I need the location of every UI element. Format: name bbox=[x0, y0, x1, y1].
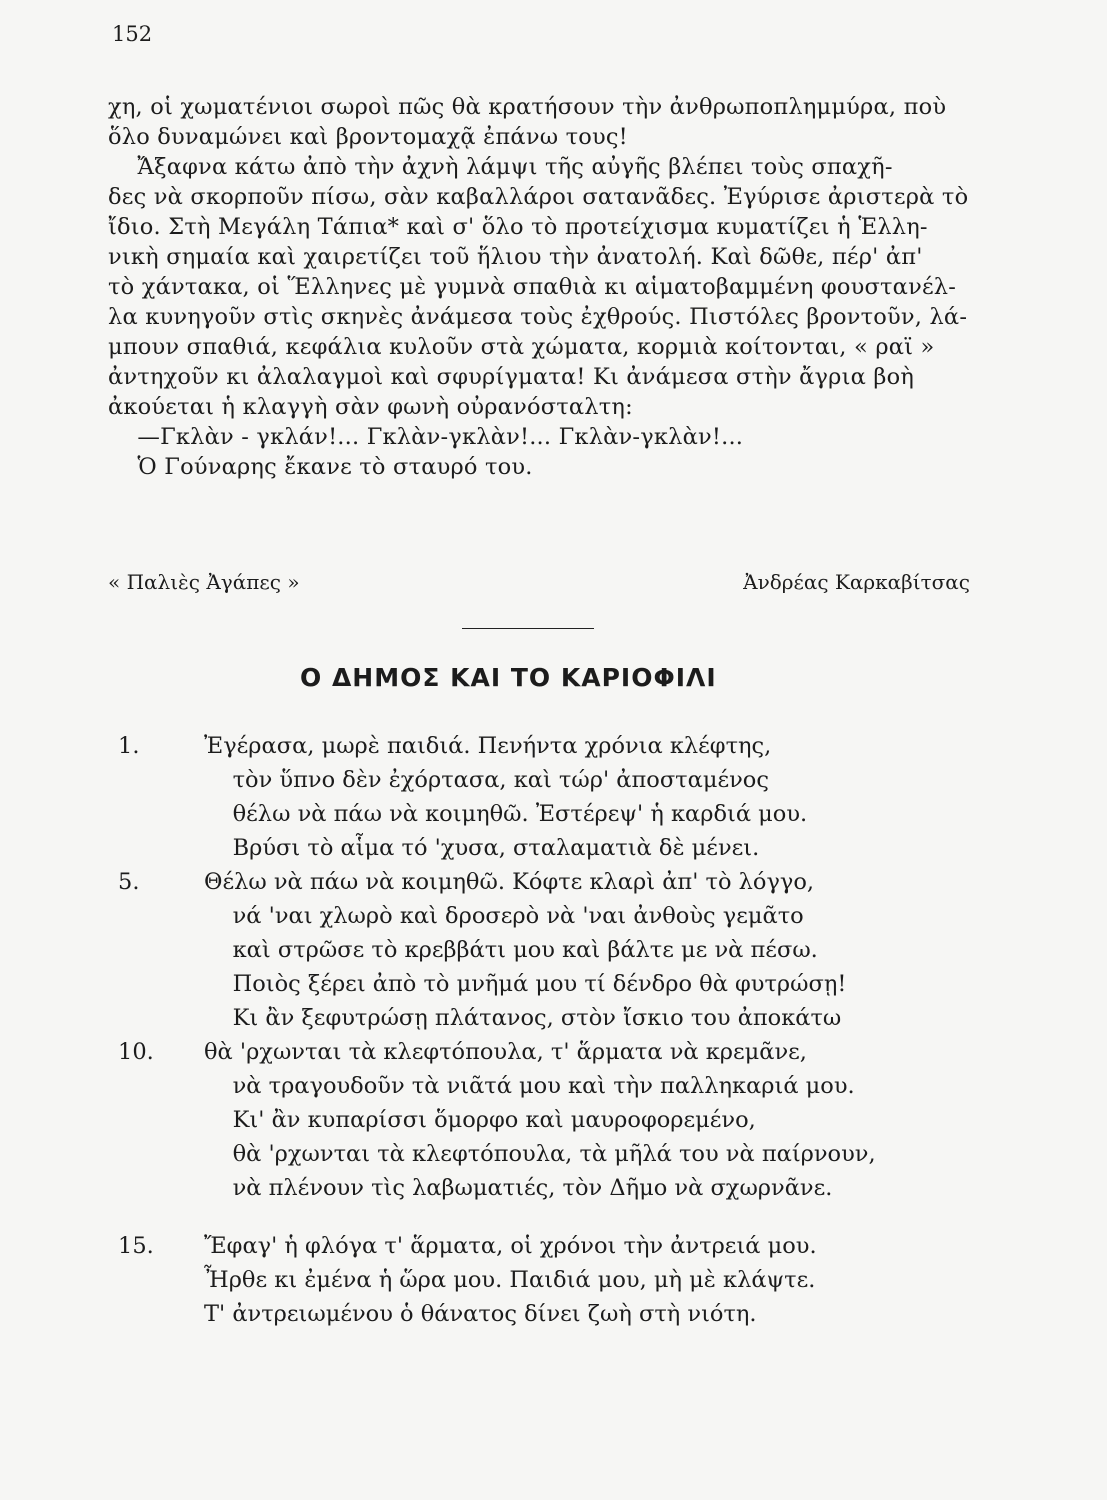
line-text: νὰ τραγουδοῦν τὰ νιᾶτά μου καὶ τὴν παλληκαριά μου. bbox=[204, 1073, 855, 1099]
prose-line: Ἄξαφνα κάτω ἀπὸ τὴν ἀχνὴ λάμψι τῆς αὐγῆς βλέπει τοὺς σπαχῆ- bbox=[108, 154, 893, 180]
poem-line bbox=[108, 1005, 988, 1035]
line-text: καὶ στρῶσε τὸ κρεββάτι μου καὶ βάλτε με νὰ πέσω. bbox=[204, 937, 818, 963]
line-text: Κι ἂν ξεφυτρώσῃ πλάτανος, στὸν ἴσκιο του ἀποκάτω bbox=[204, 1005, 842, 1031]
prose-line: μπουν σπαθιά, κεφάλια κυλοῦν στὰ χώματα, κορμιὰ κοίτονται, « ραϊ » bbox=[108, 334, 935, 360]
line-number: 15. bbox=[118, 1233, 154, 1259]
poem-line bbox=[108, 1073, 988, 1103]
line-text: Κι' ἂν κυπαρίσσι ὅμορφο καὶ μαυροφορεμένο, bbox=[204, 1107, 756, 1133]
poem-title: Ο ΔΗΜΟΣ ΚΑΙ ΤΟ ΚΑΡΙΟΦΙΛΙ bbox=[300, 663, 717, 692]
line-text: Ποιὸς ξέρει ἀπὸ τὸ μνῆμά μου τί δένδρο θὰ φυτρώσῃ! bbox=[204, 971, 847, 997]
poem-line bbox=[108, 801, 988, 831]
prose-line: ἴδιο. Στὴ Μεγάλη Τάπια* καὶ σ' ὅλο τὸ προτείχισμα κυματίζει ἡ Ἑλλη- bbox=[108, 214, 928, 240]
poem-line bbox=[108, 1107, 988, 1137]
line-number: 10. bbox=[118, 1039, 154, 1065]
poem-line bbox=[108, 1301, 988, 1331]
prose-line: ἀκούεται ἡ κλαγγὴ σὰν φωνὴ οὐρανόσταλτη: bbox=[108, 394, 633, 420]
prose-line: χη, οἱ χωματένιοι σωροὶ πῶς θὰ κρατήσουν τὴν ἀνθρωποπλημμύρα, ποὺ bbox=[108, 94, 947, 120]
line-text: τὸν ὕπνο δὲν ἐχόρτασα, καὶ τώρ' ἀποσταμένος bbox=[204, 767, 769, 793]
prose-line: λα κυνηγοῦν στὶς σκηνὲς ἀνάμεσα τοὺς ἐχθρούς. Πιστόλες βροντοῦν, λά- bbox=[108, 304, 968, 330]
poem-line bbox=[108, 903, 988, 933]
poem-line bbox=[108, 835, 988, 865]
prose-line: δες νὰ σκορποῦν πίσω, σὰν καβαλλάροι σατανᾶδες. Ἐγύρισε ἀριστερὰ τὸ bbox=[108, 184, 969, 210]
line-text: θὰ 'ρχωνται τὰ κλεφτόπουλα, τὰ μῆλά του νὰ παίρνουν, bbox=[204, 1141, 876, 1167]
poem-line bbox=[108, 1175, 988, 1205]
line-text: θέλω νὰ πάω νὰ κοιμηθῶ. Ἐστέρεψ' ἡ καρδιά μου. bbox=[204, 801, 808, 827]
poem-line bbox=[108, 1233, 988, 1263]
prose-line: Ὁ Γούναρης ἔκανε τὸ σταυρό του. bbox=[108, 454, 533, 480]
line-text: Ἔφαγ' ἡ φλόγα τ' ἅρματα, οἱ χρόνοι τὴν ἀντρειά μου. bbox=[204, 1233, 817, 1259]
line-text: Ἐγέρασα, μωρὲ παιδιά. Πενήντα χρόνια κλέφτης, bbox=[204, 733, 772, 759]
attribution bbox=[108, 570, 970, 594]
poem-line bbox=[108, 869, 988, 899]
prose-line: —Γκλὰν - γκλάν!... Γκλὰν-γκλὰν!... Γκλὰν-γκλὰν!... bbox=[108, 424, 744, 450]
poem-line bbox=[108, 1141, 988, 1171]
line-text: νά 'ναι χλωρὸ καὶ δροσερὸ νὰ 'ναι ἀνθοὺς γεμᾶτο bbox=[204, 903, 804, 929]
line-text: Θέλω νὰ πάω νὰ κοιμηθῶ. Κόφτε κλαρὶ ἀπ' τὸ λόγγο, bbox=[204, 869, 815, 895]
prose-line: ὅλο δυναμώνει καὶ βροντομαχᾷ ἐπάνω τους! bbox=[108, 124, 628, 150]
line-text: Ἦρθε κι ἐμένα ἡ ὥρα μου. Παιδιά μου, μὴ μὲ κλάψτε. bbox=[204, 1267, 816, 1293]
poem-line bbox=[108, 767, 988, 797]
poem-line bbox=[108, 971, 988, 1001]
line-number: 1. bbox=[118, 733, 140, 759]
attribution-source: « Παλιὲς Ἀγάπες » bbox=[108, 570, 300, 594]
line-text: Βρύσι τὸ αἷμα τό 'χυσα, σταλαματιὰ δὲ μένει. bbox=[204, 835, 760, 861]
prose-passage bbox=[108, 92, 978, 482]
poem-line bbox=[108, 1039, 988, 1069]
prose-line: νικὴ σημαία καὶ χαιρετίζει τοῦ ἥλιου τὴν ἀνατολή. Καὶ δῶθε, πέρ' ἀπ' bbox=[108, 244, 923, 270]
prose-line: τὸ χάντακα, οἱ Ἕλληνες μὲ γυμνὰ σπαθιὰ κι αἱματοβαμμένη φουστανέλ- bbox=[108, 274, 957, 300]
prose-line: ἀντηχοῦν κι ἀλαλαγμοὶ καὶ σφυρίγματα! Κι ἀνάμεσα στὴν ἄγρια βοὴ bbox=[108, 364, 915, 390]
poem-line bbox=[108, 937, 988, 967]
line-text: Τ' ἀντρειωμένου ὁ θάνατος δίνει ζωὴ στὴ νιότη. bbox=[204, 1301, 757, 1327]
section-divider bbox=[462, 628, 594, 629]
attribution-author: Ἀνδρέας Καρκαβίτσας bbox=[743, 570, 970, 594]
line-text: θὰ 'ρχωνται τὰ κλεφτόπουλα, τ' ἅρματα νὰ κρεμᾶνε, bbox=[204, 1039, 807, 1065]
poem-line bbox=[108, 1267, 988, 1297]
poem-line bbox=[108, 733, 988, 763]
line-text: νὰ πλένουν τὶς λαβωματιές, τὸν Δῆμο νὰ σχωρνᾶνε. bbox=[204, 1175, 833, 1201]
page-number: 152 bbox=[112, 22, 153, 46]
line-number: 5. bbox=[118, 869, 140, 895]
